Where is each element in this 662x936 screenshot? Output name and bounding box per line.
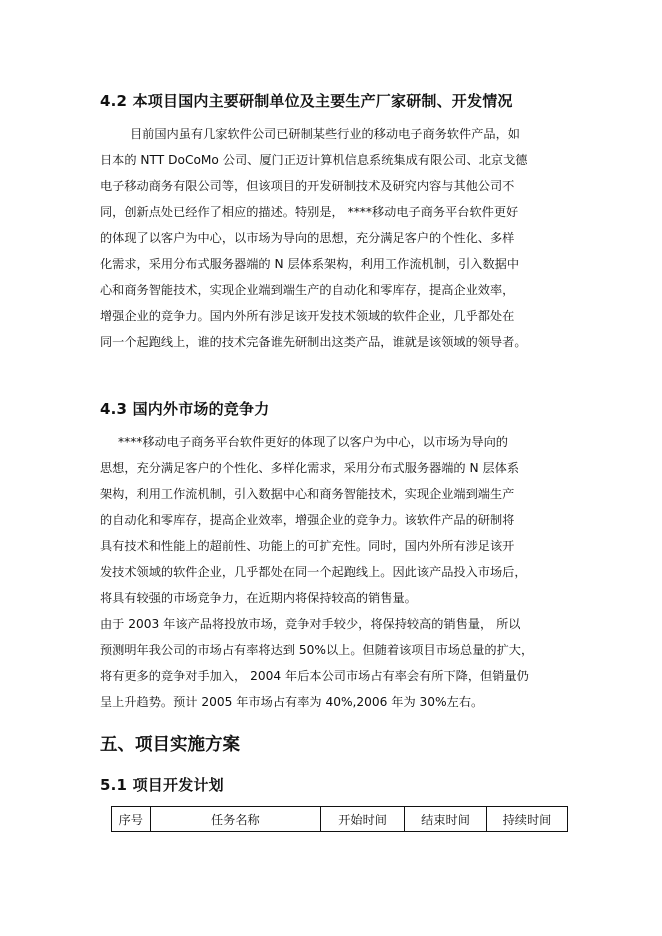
- paragraph-line: 同一个起跑线上，谁的技术完备谁先研制出这类产品，谁就是该领域的领导者。: [100, 335, 527, 349]
- paragraph-line: ****移动电子商务平台软件更好的体现了以客户为中心，以市场为导向的: [118, 435, 508, 449]
- paragraph-line: 日本的 NTT DoCoMo 公司、厦门正迈计算机信息系统集成有限公司、北京戈德: [100, 153, 528, 167]
- paragraph-line: 同，创新点处已经作了相应的描述。特别是， ****移动电子商务平台软件更好: [100, 205, 519, 219]
- paragraph-line: 预测明年我公司的市场占有率将达到 50%以上。但随着该项目市场总量的扩大，: [100, 643, 534, 657]
- paragraph-line: 目前国内虽有几家软件公司已研制某些行业的移动电子商务软件产品，如: [130, 127, 520, 141]
- paragraph-line: 化需求，采用分布式服务器端的 N 层体系架构，利用工作流机制，引入数据中: [100, 257, 520, 271]
- paragraph-line: 将有更多的竞争对手加入， 2004 年后本公司市场占有率会有所下降，但销量仍: [100, 669, 529, 683]
- paragraph-line: 的自动化和零库存，提高企业效率，增强企业的竞争力。该软件产品的研制将: [100, 513, 515, 527]
- section-5-1-heading: 5.1 项目开发计划: [100, 776, 224, 794]
- paragraph-line: 由于 2003 年该产品将投放市场，竞争对手较少，将保持较高的销售量， 所以: [100, 617, 521, 631]
- paragraph-line: 架构，利用工作流机制，引入数据中心和商务智能技术，实现企业端到端生产: [100, 487, 515, 501]
- table-header-cell: 结束时间: [405, 807, 487, 832]
- paragraph-line: 的体现了以客户为中心，以市场为导向的思想，充分满足客户的个性化、多样: [100, 231, 515, 245]
- paragraph-line: 具有技术和性能上的超前性、功能上的可扩充性。同时，国内外所有涉足该开: [100, 539, 515, 553]
- paragraph-line: 将具有较强的市场竞争力，在近期内将保持较高的销售量。: [100, 591, 417, 605]
- development-plan-table: [111, 806, 568, 832]
- table-header-cell: 开始时间: [321, 807, 405, 832]
- table-header-cell: 持续时间: [487, 807, 568, 832]
- paragraph-line: 心和商务智能技术，实现企业端到端生产的自动化和零库存，提高企业效率，: [100, 283, 515, 297]
- section-4-2-heading: 4.2 本项目国内主要研制单位及主要生产厂家研制、开发情况: [100, 92, 513, 110]
- paragraph-line: 增强企业的竞争力。国内外所有涉足该开发技术领域的软件企业，几乎都处在: [100, 309, 515, 323]
- table-header-row: [112, 807, 568, 832]
- paragraph-line: 思想，充分满足客户的个性化、多样化需求，采用分布式服务器端的 N 层体系: [100, 461, 520, 475]
- paragraph-line: 发技术领域的软件企业，几乎都处在同一个起跑线上。因此该产品投入市场后，: [100, 565, 527, 579]
- table-header-cell: 任务名称: [150, 807, 321, 832]
- section-4-3-heading: 4.3 国内外市场的竞争力: [100, 400, 270, 418]
- paragraph-line: 呈上升趋势。预计 2005 年市场占有率为 40%,2006 年为 30%左右。: [100, 695, 484, 709]
- table-header-cell: 序号: [112, 807, 151, 832]
- section-5-heading: 五、项目实施方案: [100, 735, 240, 755]
- paragraph-line: 电子移动商务有限公司等，但该项目的开发研制技术及研究内容与其他公司不: [100, 179, 515, 193]
